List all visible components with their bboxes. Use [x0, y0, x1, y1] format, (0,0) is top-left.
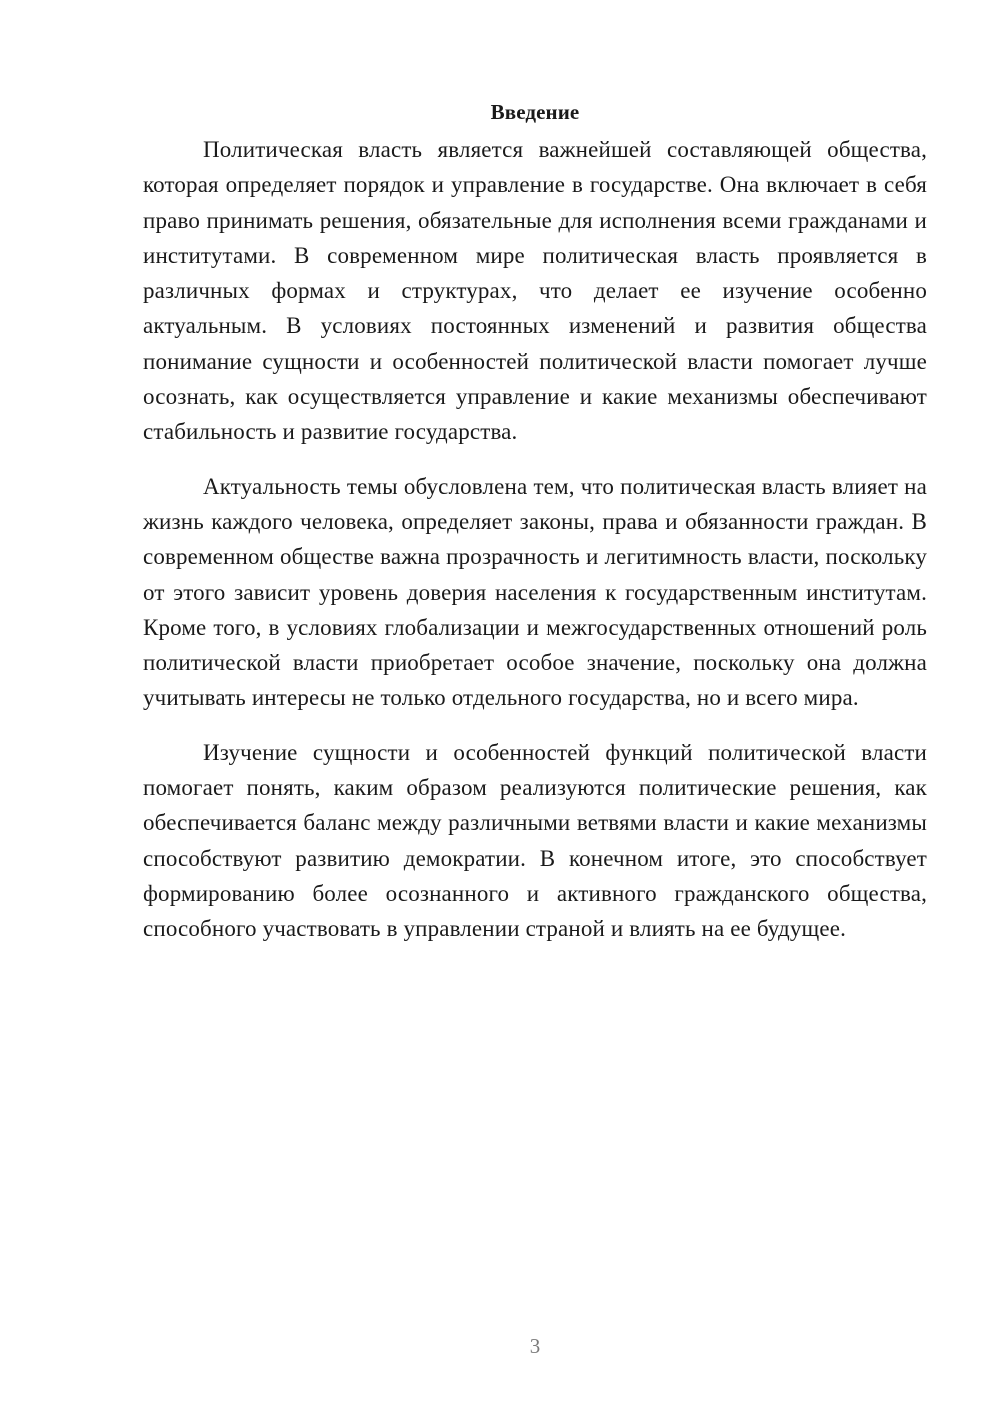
paragraph-2: Актуальность темы обусловлена тем, что политическая власть влияет на жизнь каждого человека, определяет законы, права и обязанности граждан. В современном обществе важна прозрачность и легитимность власти, поскольку от этого зависит уровень доверия населения к государственным институтам. Кроме того, в условиях глобализации и межгосударственных отношений роль политической власти приобретает особое значение, поскольку она должна учитывать интересы не только отдельного государства, но и всего мира.	[143, 473, 927, 711]
section-heading: Введение	[490, 100, 580, 124]
paragraph-1: Политическая власть является важнейшей составляющей общества, которая определяет порядок и управление в государстве. Она включает в себя право принимать решения, обязательные для исполнения всеми гражданами и институтами. В современном мире политическая власть проявляется в различных формах и структурах, что делает ее изучение особенно актуальным. В условиях постоянных изменений и развития общества понимание сущности и особенностей политической власти помогает лучше осознать, как осуществляется управление и какие механизмы обеспечивают стабильность и развитие государства.	[143, 137, 927, 445]
page-number: 3	[529, 1334, 541, 1358]
paragraph-3: Изучение сущности и особенностей функций политической власти помогает понять, каким образом реализуются политические решения, как обеспечивается баланс между различными ветвями власти и какие механизмы способствуют развитию демократии. В конечном итоге, это способствует формированию более осознанного и активного гражданского общества, способного участвовать в управлении страной и влиять на ее будущее.	[143, 739, 927, 942]
page-content	[143, 96, 927, 966]
